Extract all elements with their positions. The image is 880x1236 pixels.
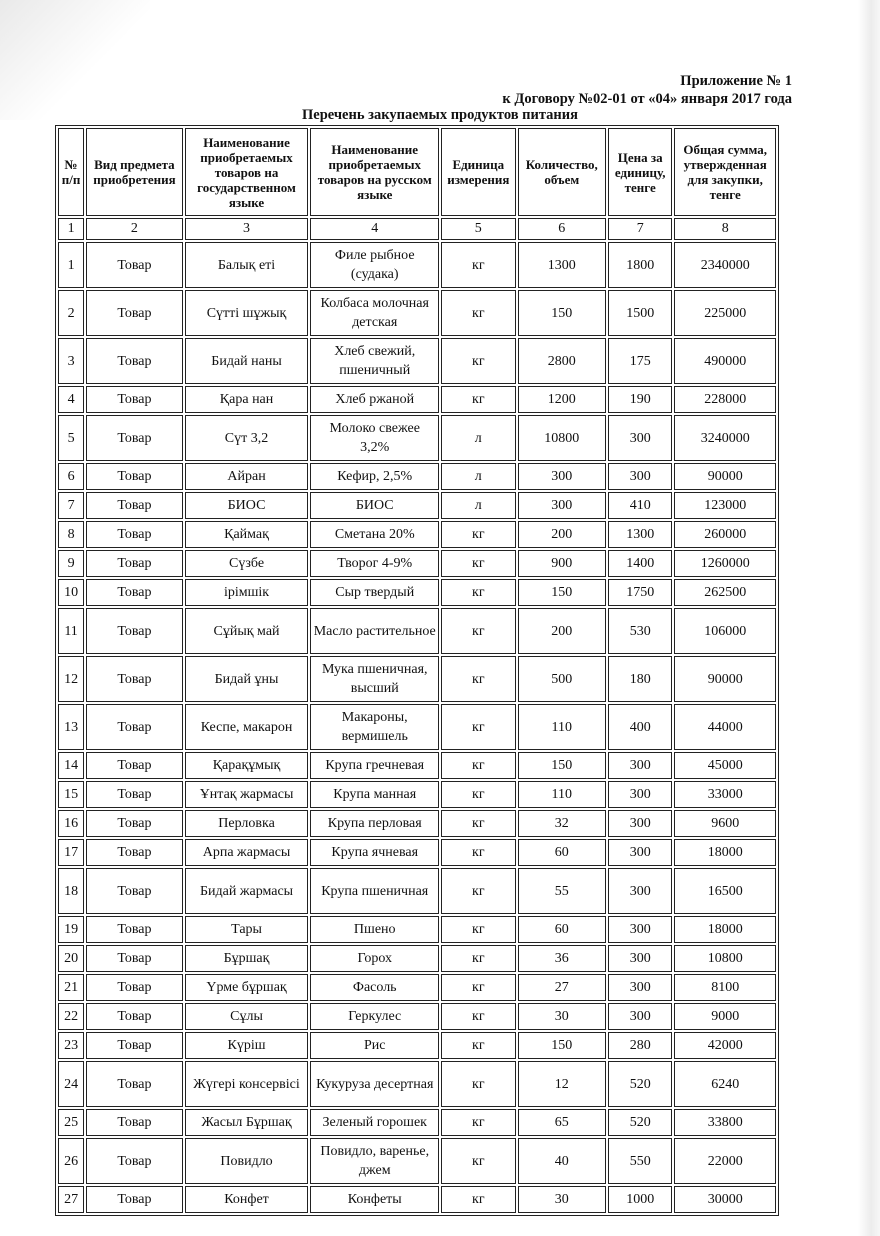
cell-number: 9: [58, 550, 84, 577]
cell-unit: кг: [441, 1186, 515, 1213]
cell-type: Товар: [86, 1003, 183, 1030]
cell-quantity: 110: [518, 781, 607, 808]
cell-total: 18000: [674, 916, 776, 943]
table-row: [58, 579, 776, 606]
cell-price: 300: [608, 945, 672, 972]
cell-price: 410: [608, 492, 672, 519]
cell-type: Товар: [86, 1109, 183, 1136]
cell-type: Товар: [86, 839, 183, 866]
cell-type: Товар: [86, 415, 183, 461]
contract-reference: к Договору №02-01 от «04» января 2017 года: [502, 91, 792, 107]
cell-number: 1: [58, 242, 84, 288]
table-row: [58, 463, 776, 490]
cell-price: 175: [608, 338, 672, 384]
cell-unit: кг: [441, 1109, 515, 1136]
col-header-name-ru: Наименование приобретаемых товаров на русском языке: [310, 128, 439, 216]
cell-quantity: 900: [518, 550, 607, 577]
cell-number: 6: [58, 463, 84, 490]
cell-total: 22000: [674, 1138, 776, 1184]
table-row: [58, 1186, 776, 1213]
cell-number: 4: [58, 386, 84, 413]
cell-name-kz: Бұршақ: [185, 945, 309, 972]
col-header-name-kz: Наименование приобретаемых товаров на государственном языке: [185, 128, 309, 216]
cell-quantity: 1300: [518, 242, 607, 288]
cell-type: Товар: [86, 974, 183, 1001]
cell-type: Товар: [86, 704, 183, 750]
cell-price: 300: [608, 781, 672, 808]
cell-name-ru: Повидло, варенье, джем: [310, 1138, 439, 1184]
document-title: Перечень закупаемых продуктов питания: [302, 107, 578, 123]
cell-quantity: 30: [518, 1186, 607, 1213]
cell-price: 520: [608, 1109, 672, 1136]
cell-name-ru: Мука пшеничная, высший: [310, 656, 439, 702]
cell-number: 20: [58, 945, 84, 972]
col-header-quantity: Количество, объем: [518, 128, 607, 216]
cell-type: Товар: [86, 868, 183, 914]
cell-name-kz: Бидай жармасы: [185, 868, 309, 914]
cell-unit: кг: [441, 752, 515, 779]
table-row: [58, 521, 776, 548]
cell-name-ru: Геркулес: [310, 1003, 439, 1030]
cell-name-ru: Крупа гречневая: [310, 752, 439, 779]
cell-type: Товар: [86, 550, 183, 577]
cell-number: 14: [58, 752, 84, 779]
cell-unit: кг: [441, 839, 515, 866]
cell-unit: л: [441, 415, 515, 461]
cell-unit: кг: [441, 916, 515, 943]
cell-unit: кг: [441, 1003, 515, 1030]
cell-number: 13: [58, 704, 84, 750]
cell-quantity: 12: [518, 1061, 607, 1107]
column-number: 3: [185, 218, 309, 240]
table-row: [58, 242, 776, 288]
table-row: [58, 1032, 776, 1059]
cell-number: 25: [58, 1109, 84, 1136]
cell-name-ru: Колбаса молочная детская: [310, 290, 439, 336]
cell-type: Товар: [86, 656, 183, 702]
cell-price: 1300: [608, 521, 672, 548]
cell-number: 5: [58, 415, 84, 461]
cell-name-kz: Жасыл Бұршақ: [185, 1109, 309, 1136]
cell-total: 490000: [674, 338, 776, 384]
table-row: [58, 974, 776, 1001]
cell-total: 3240000: [674, 415, 776, 461]
cell-name-kz: Айран: [185, 463, 309, 490]
cell-total: 16500: [674, 868, 776, 914]
cell-type: Товар: [86, 1186, 183, 1213]
cell-name-kz: Бидай ұны: [185, 656, 309, 702]
cell-type: Товар: [86, 579, 183, 606]
column-number: 1: [58, 218, 84, 240]
cell-unit: л: [441, 492, 515, 519]
table-row: [58, 290, 776, 336]
table-row: [58, 492, 776, 519]
cell-quantity: 65: [518, 1109, 607, 1136]
cell-name-kz: Сүзбе: [185, 550, 309, 577]
cell-number: 19: [58, 916, 84, 943]
column-number: 4: [310, 218, 439, 240]
cell-total: 260000: [674, 521, 776, 548]
table-row: [58, 916, 776, 943]
table-row: [58, 810, 776, 837]
cell-unit: кг: [441, 386, 515, 413]
cell-name-kz: Балық еті: [185, 242, 309, 288]
cell-name-kz: Арпа жармасы: [185, 839, 309, 866]
cell-name-kz: Ұнтақ жармасы: [185, 781, 309, 808]
cell-unit: кг: [441, 1138, 515, 1184]
cell-name-ru: Кефир, 2,5%: [310, 463, 439, 490]
cell-name-kz: Сүтті шұжық: [185, 290, 309, 336]
column-number: 5: [441, 218, 515, 240]
cell-price: 300: [608, 1003, 672, 1030]
cell-name-kz: Күріш: [185, 1032, 309, 1059]
cell-price: 520: [608, 1061, 672, 1107]
cell-total: 30000: [674, 1186, 776, 1213]
cell-number: 3: [58, 338, 84, 384]
cell-quantity: 30: [518, 1003, 607, 1030]
cell-unit: кг: [441, 338, 515, 384]
table-row: [58, 1061, 776, 1107]
cell-quantity: 150: [518, 579, 607, 606]
cell-name-ru: Кукуруза десертная: [310, 1061, 439, 1107]
cell-type: Товар: [86, 463, 183, 490]
cell-unit: кг: [441, 704, 515, 750]
table-row: [58, 550, 776, 577]
cell-total: 8100: [674, 974, 776, 1001]
cell-unit: кг: [441, 781, 515, 808]
cell-type: Товар: [86, 290, 183, 336]
cell-price: 300: [608, 810, 672, 837]
table-row: [58, 752, 776, 779]
cell-name-kz: Кеспе, макарон: [185, 704, 309, 750]
cell-unit: кг: [441, 974, 515, 1001]
cell-price: 190: [608, 386, 672, 413]
cell-total: 106000: [674, 608, 776, 654]
cell-price: 400: [608, 704, 672, 750]
cell-type: Товар: [86, 752, 183, 779]
cell-price: 300: [608, 868, 672, 914]
cell-total: 228000: [674, 386, 776, 413]
cell-number: 15: [58, 781, 84, 808]
cell-name-kz: БИОС: [185, 492, 309, 519]
cell-quantity: 60: [518, 916, 607, 943]
table-row: [58, 945, 776, 972]
cell-total: 123000: [674, 492, 776, 519]
cell-price: 1400: [608, 550, 672, 577]
cell-number: 12: [58, 656, 84, 702]
cell-quantity: 300: [518, 492, 607, 519]
cell-number: 8: [58, 521, 84, 548]
cell-number: 16: [58, 810, 84, 837]
cell-price: 300: [608, 463, 672, 490]
cell-quantity: 150: [518, 752, 607, 779]
cell-unit: кг: [441, 810, 515, 837]
cell-name-ru: Пшено: [310, 916, 439, 943]
cell-unit: кг: [441, 550, 515, 577]
cell-name-kz: Қарақұмық: [185, 752, 309, 779]
cell-name-ru: Крупа ячневая: [310, 839, 439, 866]
cell-quantity: 36: [518, 945, 607, 972]
cell-price: 1500: [608, 290, 672, 336]
table-row: [58, 1138, 776, 1184]
cell-name-kz: Тары: [185, 916, 309, 943]
cell-price: 300: [608, 916, 672, 943]
cell-name-kz: Сүт 3,2: [185, 415, 309, 461]
cell-quantity: 200: [518, 521, 607, 548]
cell-quantity: 32: [518, 810, 607, 837]
cell-number: 24: [58, 1061, 84, 1107]
cell-price: 180: [608, 656, 672, 702]
cell-unit: кг: [441, 1032, 515, 1059]
cell-total: 262500: [674, 579, 776, 606]
cell-total: 44000: [674, 704, 776, 750]
cell-number: 17: [58, 839, 84, 866]
scan-shadow-right: [858, 0, 880, 1236]
cell-quantity: 110: [518, 704, 607, 750]
cell-total: 225000: [674, 290, 776, 336]
cell-unit: кг: [441, 656, 515, 702]
cell-price: 300: [608, 839, 672, 866]
cell-quantity: 150: [518, 1032, 607, 1059]
cell-name-kz: Повидло: [185, 1138, 309, 1184]
table-row: [58, 1003, 776, 1030]
cell-unit: л: [441, 463, 515, 490]
cell-name-ru: Конфеты: [310, 1186, 439, 1213]
cell-name-ru: Зеленый горошек: [310, 1109, 439, 1136]
cell-number: 23: [58, 1032, 84, 1059]
cell-name-kz: Қаймақ: [185, 521, 309, 548]
cell-total: 2340000: [674, 242, 776, 288]
cell-name-ru: Фасоль: [310, 974, 439, 1001]
cell-price: 530: [608, 608, 672, 654]
column-number: 6: [518, 218, 607, 240]
cell-type: Товар: [86, 945, 183, 972]
cell-name-ru: Рис: [310, 1032, 439, 1059]
cell-name-ru: Хлеб ржаной: [310, 386, 439, 413]
cell-name-ru: Горох: [310, 945, 439, 972]
cell-unit: кг: [441, 579, 515, 606]
cell-price: 1800: [608, 242, 672, 288]
cell-quantity: 10800: [518, 415, 607, 461]
cell-number: 7: [58, 492, 84, 519]
column-number-row: [58, 218, 776, 240]
cell-price: 300: [608, 752, 672, 779]
cell-price: 300: [608, 415, 672, 461]
cell-number: 11: [58, 608, 84, 654]
table-row: [58, 704, 776, 750]
products-table-body: [58, 242, 776, 1213]
cell-name-ru: БИОС: [310, 492, 439, 519]
cell-type: Товар: [86, 521, 183, 548]
cell-name-ru: Хлеб свежий, пшеничный: [310, 338, 439, 384]
cell-total: 1260000: [674, 550, 776, 577]
cell-type: Товар: [86, 1061, 183, 1107]
cell-price: 550: [608, 1138, 672, 1184]
col-header-unit: Единица измерения: [441, 128, 515, 216]
cell-name-kz: Перловка: [185, 810, 309, 837]
table-row: [58, 656, 776, 702]
cell-unit: кг: [441, 242, 515, 288]
cell-total: 90000: [674, 656, 776, 702]
cell-name-kz: Сұйық май: [185, 608, 309, 654]
cell-quantity: 60: [518, 839, 607, 866]
cell-name-kz: Сұлы: [185, 1003, 309, 1030]
cell-total: 9600: [674, 810, 776, 837]
column-number: 2: [86, 218, 183, 240]
table-row: [58, 868, 776, 914]
col-header-total: Общая сумма, утвержденная для закупки, тенге: [674, 128, 776, 216]
cell-quantity: 40: [518, 1138, 607, 1184]
cell-name-ru: Макароны, вермишель: [310, 704, 439, 750]
cell-unit: кг: [441, 1061, 515, 1107]
cell-number: 21: [58, 974, 84, 1001]
cell-name-ru: Сыр твердый: [310, 579, 439, 606]
cell-type: Товар: [86, 810, 183, 837]
cell-unit: кг: [441, 290, 515, 336]
cell-type: Товар: [86, 242, 183, 288]
products-table: [55, 125, 779, 1216]
header-row: [58, 128, 776, 216]
cell-quantity: 200: [518, 608, 607, 654]
cell-type: Товар: [86, 781, 183, 808]
table-row: [58, 781, 776, 808]
col-header-number: № п/п: [58, 128, 84, 216]
cell-name-ru: Крупа манная: [310, 781, 439, 808]
table-row: [58, 839, 776, 866]
cell-price: 1750: [608, 579, 672, 606]
cell-type: Товар: [86, 916, 183, 943]
cell-name-kz: Жүгері консервісі: [185, 1061, 309, 1107]
cell-type: Товар: [86, 1032, 183, 1059]
cell-total: 9000: [674, 1003, 776, 1030]
cell-name-ru: Творог 4-9%: [310, 550, 439, 577]
cell-type: Товар: [86, 608, 183, 654]
cell-type: Товар: [86, 1138, 183, 1184]
cell-name-kz: Конфет: [185, 1186, 309, 1213]
cell-quantity: 2800: [518, 338, 607, 384]
table-row: [58, 415, 776, 461]
cell-unit: кг: [441, 521, 515, 548]
table-row: [58, 338, 776, 384]
column-number: 8: [674, 218, 776, 240]
cell-quantity: 55: [518, 868, 607, 914]
cell-name-ru: Крупа перловая: [310, 810, 439, 837]
cell-name-ru: Сметана 20%: [310, 521, 439, 548]
document-header: [502, 72, 792, 108]
cell-quantity: 500: [518, 656, 607, 702]
table-row: [58, 608, 776, 654]
cell-total: 33000: [674, 781, 776, 808]
cell-total: 10800: [674, 945, 776, 972]
cell-number: 27: [58, 1186, 84, 1213]
cell-price: 1000: [608, 1186, 672, 1213]
cell-name-ru: Филе рыбное (судака): [310, 242, 439, 288]
cell-name-ru: Молоко свежее 3,2%: [310, 415, 439, 461]
cell-quantity: 300: [518, 463, 607, 490]
table-row: [58, 1109, 776, 1136]
cell-total: 18000: [674, 839, 776, 866]
cell-name-ru: Крупа пшеничная: [310, 868, 439, 914]
cell-number: 10: [58, 579, 84, 606]
cell-name-kz: Қара нан: [185, 386, 309, 413]
cell-number: 2: [58, 290, 84, 336]
cell-total: 42000: [674, 1032, 776, 1059]
cell-name-kz: ірімшік: [185, 579, 309, 606]
cell-unit: кг: [441, 945, 515, 972]
cell-type: Товар: [86, 338, 183, 384]
cell-price: 300: [608, 974, 672, 1001]
cell-quantity: 150: [518, 290, 607, 336]
cell-quantity: 27: [518, 974, 607, 1001]
cell-price: 280: [608, 1032, 672, 1059]
cell-quantity: 1200: [518, 386, 607, 413]
cell-total: 45000: [674, 752, 776, 779]
cell-number: 26: [58, 1138, 84, 1184]
cell-unit: кг: [441, 608, 515, 654]
cell-name-kz: Үрме бұршақ: [185, 974, 309, 1001]
table-row: [58, 386, 776, 413]
cell-number: 18: [58, 868, 84, 914]
cell-total: 90000: [674, 463, 776, 490]
cell-type: Товар: [86, 492, 183, 519]
col-header-type: Вид предмета приобретения: [86, 128, 183, 216]
col-header-price: Цена за единицу, тенге: [608, 128, 672, 216]
cell-number: 22: [58, 1003, 84, 1030]
cell-name-ru: Масло растительное: [310, 608, 439, 654]
cell-type: Товар: [86, 386, 183, 413]
appendix-label: Приложение № 1: [680, 73, 792, 89]
cell-total: 33800: [674, 1109, 776, 1136]
cell-total: 6240: [674, 1061, 776, 1107]
scan-shadow-left: [0, 0, 150, 120]
column-number: 7: [608, 218, 672, 240]
cell-name-kz: Бидай наны: [185, 338, 309, 384]
cell-unit: кг: [441, 868, 515, 914]
